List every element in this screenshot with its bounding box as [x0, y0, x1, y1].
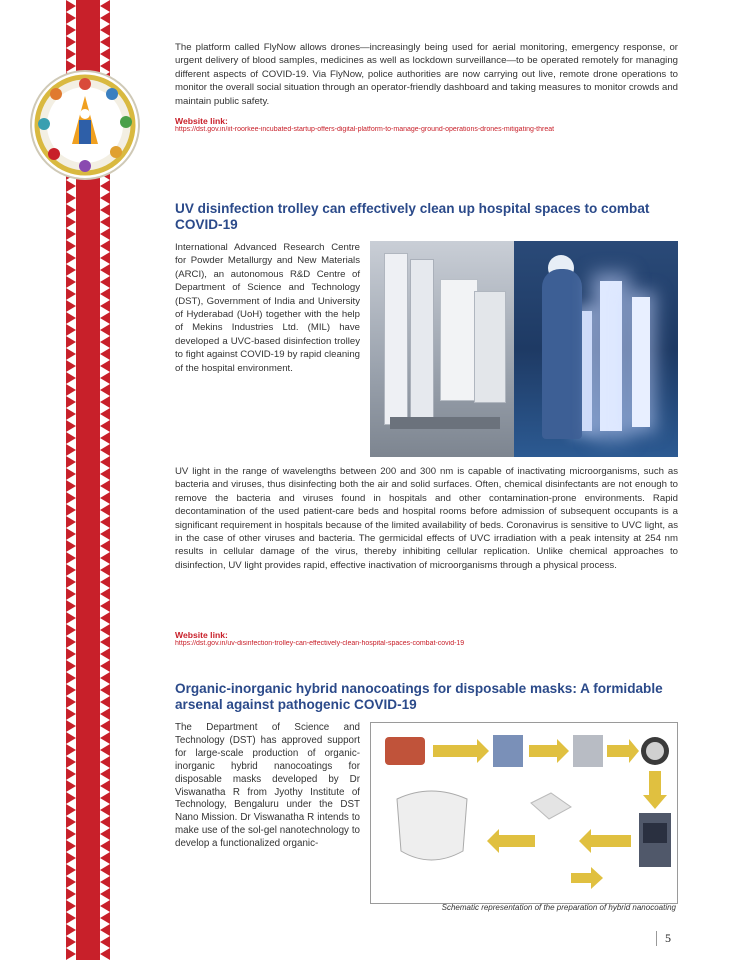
- nanocoating-heading: Organic-inorganic hybrid nanocoatings for disposable masks: A formidable arsenal against pathogenic COVID-19: [175, 681, 663, 712]
- precursor-box: [385, 737, 425, 765]
- intro-website-label: Website link:: [175, 116, 228, 127]
- nanocoating-intro-text: The Department of Science and Technology (DST) has approved support for large-scale production of organic-inorganic hybrid nanocoatings for disposable masks developed by Dr Viswanatha R from Jyothy Institute of Technology, Bengaluru under the DST Nano Mission. Dr Viswanatha R intends to make use of the sol-gel nanotechnology to develop a functionalized organic-: [175, 722, 360, 850]
- uv-trolley-body: [175, 465, 678, 572]
- intro-website-link[interactable]: https://dst.gov.in/iit-roorkee-incubated-startup-offers-digital-platform-to-manage-ground-operations-drones-mitigating-threat: [175, 126, 555, 134]
- uv-trolley-intro-text: International Advanced Research Centre for Powder Metallurgy and New Materials (ARCI), an autonomous R&D Centre of Department of Science and Technology (DST), Government of India and University of Hyderabad (UoH) together with the help of Mekins Industries Ltd. (MIL) have developed a UVC-based disinfection trolley to fight against COVID-19 by rapid cleaning of the hospital environment.: [175, 242, 360, 374]
- uv-trolley-website-link[interactable]: https://dst.gov.in/uv-disinfection-trolley-can-effectively-clean-hospital-spaces-combat-covid-19: [175, 640, 465, 647]
- uv-trolley-website-label: Website link:: [175, 630, 228, 640]
- diagram-caption: Schematic representation of the preparation of hybrid nanocoating: [441, 903, 676, 912]
- mask-image: [397, 791, 467, 860]
- nanocoating-schematic-diagram: [370, 722, 678, 904]
- uv-trolley-intro-column: [175, 241, 360, 375]
- gel-image: [573, 735, 603, 767]
- intro-paragraph: The platform called FlyNow allows drones—increasingly being used for aerial monitoring, emergency response, or urgent delivery of blood samples, medicines as well as lockdown surveillance—to be operated remotely for managing different aspects of COVID-19. Via FlyNow, police authorities are now carrying out live, remote drone operations to monitor the overall social situation through an operator-friendly dashboard and taking measures to monitor crowds and maintain public safety.: [175, 42, 678, 107]
- sol-image: [493, 735, 523, 767]
- uv-trolley-section-title: [175, 201, 678, 233]
- intro-section: [175, 41, 678, 133]
- uv-trolley-body-text: UV light in the range of wavelengths between 200 and 300 nm is capable of inactivating microorganisms, such as bacteria and viruses, thus disinfecting both the air and solid surfaces. Often, chemical disinfectants are not enough to remove the bacteria and viruses found in hospitals and other contamination-prone environments. Rapid decontamination of the used patient-care beds and hospital rooms before admission of subsequent occupants is a significant requirement in hospitals because of the limited availability of beds. Coronavirus is sensitive to UVC light, as in the case of other viruses and bacteria. The germicidal effects of UVC irradiation with a peak intensity at 254 nm results in cellular damage of the virus, thereby inhibiting cellular replication. Unlike chemical approaches to disinfection, UV light provides rapid, effective inactivation of microorganisms through a physical process.: [175, 466, 678, 571]
- uv-trolley-heading: UV disinfection trolley can effectively clean up hospital spaces to combat COVID-19: [175, 201, 650, 232]
- uv-trolley-website: [175, 630, 678, 647]
- ministry-emblem-logo: [30, 70, 140, 180]
- uv-trolley-photo: [370, 241, 678, 457]
- nanocoating-section-title: [175, 681, 678, 713]
- nanocoating-intro-column: [175, 722, 360, 851]
- page-number: 5: [656, 931, 671, 946]
